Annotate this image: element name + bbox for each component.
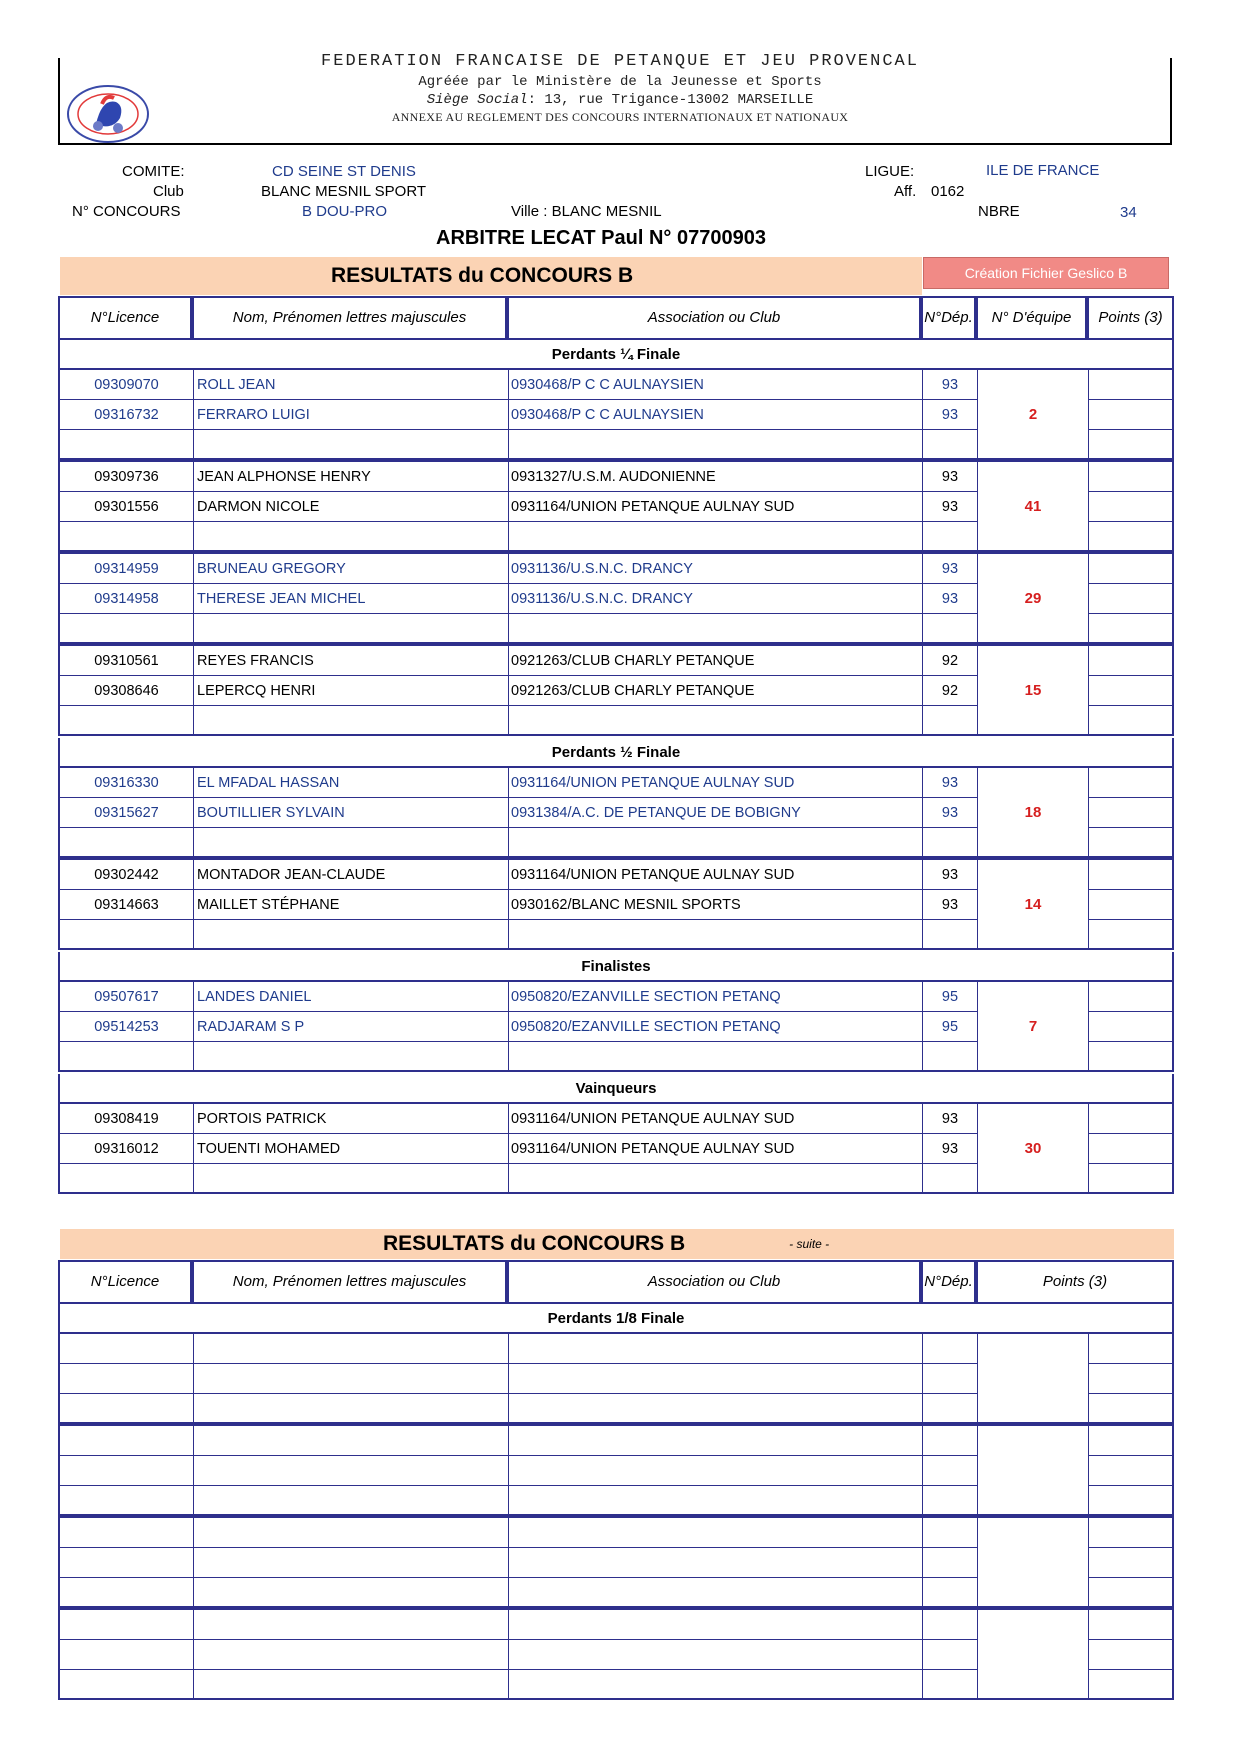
cell-pts [1089, 400, 1174, 430]
header-points: Points (3) [1087, 296, 1174, 340]
cell-nom [194, 522, 509, 552]
cell-dep [923, 1164, 978, 1194]
cell-lic: 09308419 [60, 1104, 194, 1134]
table-header [58, 296, 1174, 340]
aff-label: Aff. [894, 183, 917, 200]
club-label: Club [153, 183, 184, 200]
cell-dep [923, 1670, 978, 1700]
cell-pts [1089, 1334, 1174, 1364]
cell-dep [923, 1518, 978, 1548]
cell-nom [194, 430, 509, 460]
cell-pts [1089, 768, 1174, 798]
cell-pts [1089, 1518, 1174, 1548]
cell-lic [60, 1518, 194, 1548]
cell-dep [923, 1042, 978, 1072]
header-nom-continued: Nom, Prénom en lettres majuscules [192, 1260, 507, 1304]
cell-pts [1089, 1670, 1174, 1700]
team-number: 18 [978, 768, 1089, 856]
cell-club [509, 1426, 923, 1456]
cell-nom: REYES FRANCIS [194, 646, 509, 676]
cell-pts [1089, 1640, 1174, 1670]
cell-dep [923, 1610, 978, 1640]
cell-club: 0931136/U.S.N.C. DRANCY [509, 584, 923, 614]
cell-club: 0931164/UNION PETANQUE AULNAY SUD [509, 768, 923, 798]
section-title-finalistes: Finalistes [58, 952, 1174, 980]
cell-dep [923, 430, 978, 460]
cell-dep: 95 [923, 982, 978, 1012]
cell-dep [923, 1578, 978, 1608]
cell-pts [1089, 554, 1174, 584]
header-club: Association ou Club [507, 296, 921, 340]
cell-club: 0921263/CLUB CHARLY PETANQUE [509, 646, 923, 676]
header-dep-continued: N° Dép. [921, 1260, 976, 1304]
team-number: 14 [978, 860, 1089, 948]
cell-lic: 09514253 [60, 1012, 194, 1042]
cell-club [509, 1364, 923, 1394]
cell-lic [60, 1640, 194, 1670]
cell-nom: MONTADOR JEAN-CLAUDE [194, 860, 509, 890]
cell-pts [1089, 584, 1174, 614]
cell-club: 0931164/UNION PETANQUE AULNAY SUD [509, 1104, 923, 1134]
cell-club [509, 1042, 923, 1072]
cell-lic [60, 706, 194, 736]
cell-nom [194, 1548, 509, 1578]
cell-club: 0931164/UNION PETANQUE AULNAY SUD [509, 860, 923, 890]
cell-nom [194, 828, 509, 858]
cell-lic: 09314958 [60, 584, 194, 614]
team-number: 2 [978, 370, 1089, 458]
cell-nom [194, 706, 509, 736]
cell-nom: THERESE JEAN MICHEL [194, 584, 509, 614]
cell-nom [194, 1334, 509, 1364]
cell-pts [1089, 828, 1174, 858]
cell-nom: BOUTILLIER SYLVAIN [194, 798, 509, 828]
team-group [58, 552, 1174, 644]
team-number: 29 [978, 554, 1089, 642]
cell-pts [1089, 462, 1174, 492]
cell-lic [60, 1042, 194, 1072]
header-licence-continued: N° Licence [58, 1260, 192, 1304]
cell-lic: 09316732 [60, 400, 194, 430]
cell-club [509, 430, 923, 460]
results-banner-continued: RESULTATS du CONCOURS B - suite - [60, 1229, 1174, 1259]
nbre-value: 34 [1120, 204, 1137, 221]
cell-dep: 93 [923, 370, 978, 400]
cell-dep: 92 [923, 676, 978, 706]
cell-pts [1089, 1426, 1174, 1456]
cell-dep [923, 1426, 978, 1456]
cell-dep: 93 [923, 860, 978, 890]
cell-pts [1089, 798, 1174, 828]
cell-lic: 09314663 [60, 890, 194, 920]
cell-dep: 93 [923, 584, 978, 614]
cell-pts [1089, 1104, 1174, 1134]
cell-club [509, 1334, 923, 1364]
cell-nom: PORTOIS PATRICK [194, 1104, 509, 1134]
team-group [58, 766, 1174, 858]
team-group [58, 1424, 1174, 1516]
cell-dep [923, 920, 978, 950]
ligue-value: ILE DE FRANCE [986, 162, 1100, 179]
concours-value: B DOU-PRO [302, 203, 388, 220]
cell-lic [60, 1164, 194, 1194]
cell-nom: BRUNEAU GREGORY [194, 554, 509, 584]
cell-dep: 93 [923, 462, 978, 492]
cell-nom: EL MFADAL HASSAN [194, 768, 509, 798]
create-geslico-file-button[interactable]: Création Fichier Geslico B [923, 257, 1169, 289]
cell-nom: MAILLET STÉPHANE [194, 890, 509, 920]
cell-club: 0950820/EZANVILLE SECTION PETANQ [509, 1012, 923, 1042]
cell-nom: LEPERCQ HENRI [194, 676, 509, 706]
cell-pts [1089, 860, 1174, 890]
federation-annex: ANNEXE AU REGLEMENT DES CONCOURS INTERNATIONAUX ET NATIONAUX [391, 110, 849, 124]
cell-club [509, 1578, 923, 1608]
cell-dep: 93 [923, 768, 978, 798]
cell-lic: 09316012 [60, 1134, 194, 1164]
cell-club [509, 828, 923, 858]
cell-lic [60, 1610, 194, 1640]
cell-dep: 93 [923, 554, 978, 584]
team-group [58, 368, 1174, 460]
cell-club [509, 522, 923, 552]
cell-dep [923, 1456, 978, 1486]
cell-nom [194, 614, 509, 644]
cell-pts [1089, 1012, 1174, 1042]
comite-label: COMITE: [122, 163, 185, 180]
cell-pts [1089, 646, 1174, 676]
cell-pts [1089, 430, 1174, 460]
cell-club [509, 1518, 923, 1548]
cell-lic [60, 430, 194, 460]
cell-lic [60, 1486, 194, 1516]
cell-dep [923, 522, 978, 552]
team-group [58, 460, 1174, 552]
cell-dep [923, 1364, 978, 1394]
cell-nom [194, 1042, 509, 1072]
cell-pts [1089, 1548, 1174, 1578]
cell-dep [923, 1548, 978, 1578]
cell-pts [1089, 1486, 1174, 1516]
cell-dep: 93 [923, 1104, 978, 1134]
cell-lic [60, 1548, 194, 1578]
cell-pts [1089, 890, 1174, 920]
section-title-vainqueurs: Vainqueurs [58, 1074, 1174, 1102]
cell-club [509, 1640, 923, 1670]
cell-lic [60, 614, 194, 644]
cell-nom [194, 1164, 509, 1194]
cell-club [509, 920, 923, 950]
cell-pts [1089, 1364, 1174, 1394]
team-group [58, 1516, 1174, 1608]
cell-nom [194, 1364, 509, 1394]
cell-lic [60, 522, 194, 552]
header-equipe: N° D'équipe [976, 296, 1087, 340]
table-header-continued [58, 1260, 1174, 1304]
header-nom: Nom, Prénom en lettres majuscules [192, 296, 507, 340]
cell-pts [1089, 1134, 1174, 1164]
cell-lic: 09309070 [60, 370, 194, 400]
cell-lic [60, 1334, 194, 1364]
cell-dep: 93 [923, 400, 978, 430]
cell-dep [923, 1394, 978, 1424]
cell-club [509, 1610, 923, 1640]
results-banner: RESULTATS du CONCOURS B [60, 257, 922, 295]
team-group [58, 1102, 1174, 1194]
cell-club [509, 706, 923, 736]
cell-dep [923, 614, 978, 644]
cell-dep: 93 [923, 890, 978, 920]
cell-pts [1089, 676, 1174, 706]
cell-nom [194, 1426, 509, 1456]
cell-pts [1089, 1456, 1174, 1486]
comite-value: CD SEINE ST DENIS [272, 163, 416, 180]
cell-pts [1089, 492, 1174, 522]
federation-approval: Agréée par le Ministère de la Jeunesse et Sports [418, 74, 822, 90]
cell-lic: 09315627 [60, 798, 194, 828]
header-club-continued: Association ou Club [507, 1260, 921, 1304]
cell-club: 0930162/BLANC MESNIL SPORTS [509, 890, 923, 920]
header-points-continued: Points (3) [976, 1260, 1174, 1304]
cell-pts [1089, 706, 1174, 736]
cell-pts [1089, 614, 1174, 644]
cell-nom: LANDES DANIEL [194, 982, 509, 1012]
cell-dep: 93 [923, 492, 978, 522]
section-title-quart: Perdants ¼ Finale [58, 340, 1174, 368]
cell-lic: 09302442 [60, 860, 194, 890]
section-title-demi: Perdants ½ Finale [58, 738, 1174, 766]
cell-lic [60, 1394, 194, 1424]
cell-pts [1089, 1578, 1174, 1608]
cell-lic: 09316330 [60, 768, 194, 798]
cell-nom: RADJARAM S P [194, 1012, 509, 1042]
cell-pts [1089, 1042, 1174, 1072]
header-licence: N° Licence [58, 296, 192, 340]
cell-dep [923, 828, 978, 858]
concours-label: N° CONCOURS [72, 203, 181, 220]
federation-logo [66, 84, 150, 144]
team-number [978, 1334, 1089, 1422]
arbitre-title: ARBITRE LECAT Paul N° 07700903 [436, 227, 766, 249]
cell-lic [60, 920, 194, 950]
cell-nom: JEAN ALPHONSE HENRY [194, 462, 509, 492]
cell-nom [194, 1640, 509, 1670]
team-group [58, 1608, 1174, 1700]
cell-pts [1089, 1164, 1174, 1194]
cell-lic: 09507617 [60, 982, 194, 1012]
cell-dep: 93 [923, 798, 978, 828]
team-number [978, 1518, 1089, 1606]
cell-nom [194, 1456, 509, 1486]
cell-dep [923, 1486, 978, 1516]
cell-dep: 95 [923, 1012, 978, 1042]
cell-nom [194, 1578, 509, 1608]
cell-dep [923, 1640, 978, 1670]
team-group [58, 980, 1174, 1072]
cell-club: 0931327/U.S.M. AUDONIENNE [509, 462, 923, 492]
cell-nom: DARMON NICOLE [194, 492, 509, 522]
cell-club [509, 1394, 923, 1424]
cell-pts [1089, 370, 1174, 400]
ligue-label: LIGUE: [865, 163, 915, 180]
federation-address: Siège Social: 13, rue Trigance-13002 MARSEILLE [426, 92, 814, 108]
cell-lic [60, 1426, 194, 1456]
team-group [58, 858, 1174, 950]
header-dep: N° Dép. [921, 296, 976, 340]
cell-club: 0931164/UNION PETANQUE AULNAY SUD [509, 1134, 923, 1164]
cell-club [509, 1164, 923, 1194]
cell-dep [923, 706, 978, 736]
cell-nom: FERRARO LUIGI [194, 400, 509, 430]
cell-nom [194, 1486, 509, 1516]
cell-lic [60, 1364, 194, 1394]
cell-pts [1089, 920, 1174, 950]
team-number [978, 1426, 1089, 1514]
cell-pts [1089, 982, 1174, 1012]
club-value: BLANC MESNIL SPORT [261, 183, 427, 200]
cell-club [509, 1486, 923, 1516]
cell-lic: 09309736 [60, 462, 194, 492]
cell-dep [923, 1334, 978, 1364]
cell-lic [60, 828, 194, 858]
section-title-huitieme: Perdants 1/8 Finale [58, 1304, 1174, 1332]
cell-club: 0950820/EZANVILLE SECTION PETANQ [509, 982, 923, 1012]
cell-dep: 93 [923, 1134, 978, 1164]
cell-club [509, 614, 923, 644]
cell-nom: ROLL JEAN [194, 370, 509, 400]
cell-lic [60, 1670, 194, 1700]
cell-lic [60, 1578, 194, 1608]
cell-club [509, 1548, 923, 1578]
team-group [58, 644, 1174, 736]
cell-nom [194, 1670, 509, 1700]
team-number: 7 [978, 982, 1089, 1070]
cell-club: 0930468/P C C AULNAYSIEN [509, 370, 923, 400]
cell-nom [194, 1610, 509, 1640]
cell-lic [60, 1456, 194, 1486]
cell-club: 0921263/CLUB CHARLY PETANQUE [509, 676, 923, 706]
cell-club [509, 1670, 923, 1700]
nbre-label: NBRE [978, 203, 1020, 220]
team-number: 15 [978, 646, 1089, 734]
cell-nom: TOUENTI MOHAMED [194, 1134, 509, 1164]
cell-pts [1089, 1610, 1174, 1640]
aff-value: 0162 [931, 183, 965, 200]
cell-pts [1089, 522, 1174, 552]
cell-club [509, 1456, 923, 1486]
cell-club: 0931164/UNION PETANQUE AULNAY SUD [509, 492, 923, 522]
ville-value: Ville : BLANC MESNIL [511, 203, 662, 220]
cell-lic: 09310561 [60, 646, 194, 676]
team-number [978, 1610, 1089, 1698]
cell-pts [1089, 1394, 1174, 1424]
cell-lic: 09301556 [60, 492, 194, 522]
team-number: 30 [978, 1104, 1089, 1192]
cell-nom [194, 920, 509, 950]
federation-title: FEDERATION FRANCAISE DE PETANQUE ET JEU PROVENCAL [321, 52, 919, 71]
cell-dep: 92 [923, 646, 978, 676]
cell-nom [194, 1518, 509, 1548]
cell-lic: 09314959 [60, 554, 194, 584]
cell-lic: 09308646 [60, 676, 194, 706]
cell-club: 0930468/P C C AULNAYSIEN [509, 400, 923, 430]
cell-nom [194, 1394, 509, 1424]
team-group [58, 1332, 1174, 1424]
cell-club: 0931136/U.S.N.C. DRANCY [509, 554, 923, 584]
team-number: 41 [978, 462, 1089, 550]
cell-club: 0931384/A.C. DE PETANQUE DE BOBIGNY [509, 798, 923, 828]
